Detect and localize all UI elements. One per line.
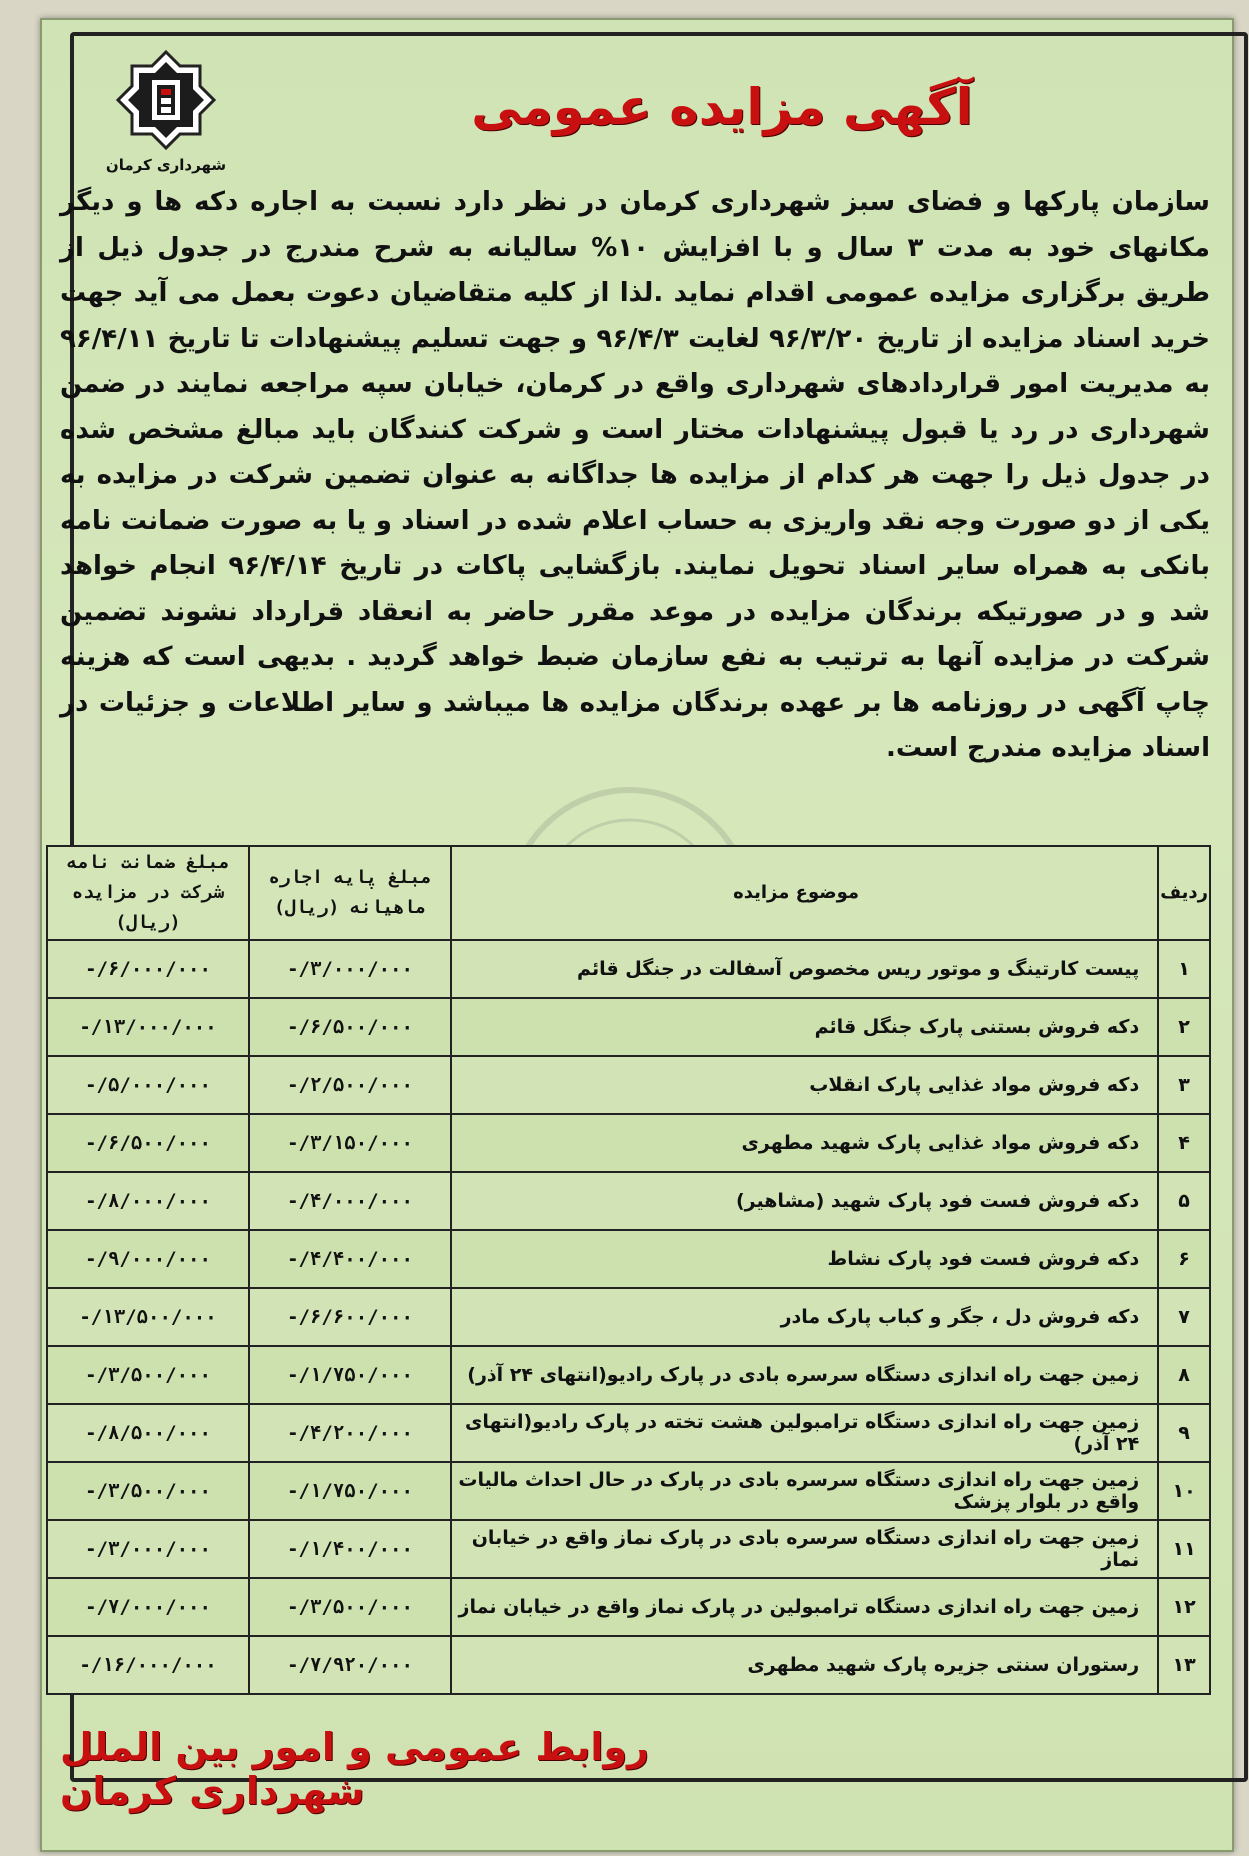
table-row [47, 1462, 1210, 1520]
row-guarantee: ۸/۵۰۰/۰۰۰/- [47, 1404, 249, 1462]
row-guarantee: ۱۶/۰۰۰/۰۰۰/- [47, 1636, 249, 1694]
row-number: ۶ [1158, 1230, 1210, 1288]
row-subject: دکه فروش بستنی پارک جنگل قائم [451, 998, 1158, 1056]
table-row [47, 1404, 1210, 1462]
row-subject: دکه فروش مواد غذایی پارک انقلاب [451, 1056, 1158, 1114]
row-guarantee: ۱۳/۵۰۰/۰۰۰/- [47, 1288, 249, 1346]
notice-title: آگهی مزایده عمومی [471, 78, 973, 136]
table-header-row [47, 846, 1210, 940]
row-subject: پیست کارتینگ و موتور ریس مخصوص آسفالت در جنگل قائم [451, 940, 1158, 998]
row-guarantee: ۹/۰۰۰/۰۰۰/- [47, 1230, 249, 1288]
row-guarantee: ۳/۵۰۰/۰۰۰/- [47, 1462, 249, 1520]
row-number: ۸ [1158, 1346, 1210, 1404]
row-subject: زمین جهت راه اندازی دستگاه ترامبولین هشت تخته در پارک رادیو(انتهای ۲۴ آذر) [451, 1404, 1158, 1462]
table-row [47, 1172, 1210, 1230]
logo-label: شهرداری کرمان [105, 156, 227, 174]
row-rent: ۳/۱۵۰/۰۰۰/- [249, 1114, 451, 1172]
row-guarantee: ۱۳/۰۰۰/۰۰۰/- [47, 998, 249, 1056]
row-rent: ۲/۵۰۰/۰۰۰/- [249, 1056, 451, 1114]
row-number: ۱۰ [1158, 1462, 1210, 1520]
row-number: ۱ [1158, 940, 1210, 998]
row-number: ۱۲ [1158, 1578, 1210, 1636]
row-number: ۵ [1158, 1172, 1210, 1230]
table-row [47, 1346, 1210, 1404]
table-row [47, 1636, 1210, 1694]
row-rent: ۱/۷۵۰/۰۰۰/- [249, 1346, 451, 1404]
row-rent: ۶/۵۰۰/۰۰۰/- [249, 998, 451, 1056]
row-guarantee: ۳/۰۰۰/۰۰۰/- [47, 1520, 249, 1578]
table-row [47, 1056, 1210, 1114]
row-subject: رستوران سنتی جزیره پارک شهید مطهری [451, 1636, 1158, 1694]
table-row [47, 1114, 1210, 1172]
auction-table [46, 845, 1211, 1695]
row-guarantee: ۳/۵۰۰/۰۰۰/- [47, 1346, 249, 1404]
row-number: ۹ [1158, 1404, 1210, 1462]
row-rent: ۳/۰۰۰/۰۰۰/- [249, 940, 451, 998]
table-row [47, 1288, 1210, 1346]
row-subject: زمین جهت راه اندازی دستگاه سرسره بادی در پارک رادیو(انتهای ۲۴ آذر) [451, 1346, 1158, 1404]
row-subject: زمین جهت راه اندازی دستگاه سرسره بادی در پارک نماز واقع در خیابان نماز [451, 1520, 1158, 1578]
row-subject: دکه فروش مواد غذایی پارک شهید مطهری [451, 1114, 1158, 1172]
row-guarantee: ۸/۰۰۰/۰۰۰/- [47, 1172, 249, 1230]
table-row [47, 1578, 1210, 1636]
row-rent: ۳/۵۰۰/۰۰۰/- [249, 1578, 451, 1636]
row-rent: ۱/۴۰۰/۰۰۰/- [249, 1520, 451, 1578]
row-rent: ۶/۶۰۰/۰۰۰/- [249, 1288, 451, 1346]
table-row [47, 998, 1210, 1056]
row-number: ۳ [1158, 1056, 1210, 1114]
row-guarantee: ۶/۵۰۰/۰۰۰/- [47, 1114, 249, 1172]
row-number: ۱۳ [1158, 1636, 1210, 1694]
row-subject: دکه فروش فست فود پارک نشاط [451, 1230, 1158, 1288]
row-guarantee: ۵/۰۰۰/۰۰۰/- [47, 1056, 249, 1114]
header-guarantee: مبلغ ضمانت نامه شرکت در مزایده (ریال) [47, 846, 249, 940]
row-subject: دکه فروش فست فود پارک شهید (مشاهیر) [451, 1172, 1158, 1230]
row-guarantee: ۶/۰۰۰/۰۰۰/- [47, 940, 249, 998]
row-rent: ۴/۴۰۰/۰۰۰/- [249, 1230, 451, 1288]
header-rent: مبلغ پایه اجاره ماهیانه (ریال) [249, 846, 451, 940]
footer-signature: روابط عمومی و امور بین الملل شهرداری کرمان [60, 1725, 649, 1813]
row-guarantee: ۷/۰۰۰/۰۰۰/- [47, 1578, 249, 1636]
row-rent: ۱/۷۵۰/۰۰۰/- [249, 1462, 451, 1520]
row-number: ۱۱ [1158, 1520, 1210, 1578]
table-row [47, 1520, 1210, 1578]
row-subject: زمین جهت راه اندازی دستگاه ترامبولین در پارک نماز واقع در خیابان نماز [451, 1578, 1158, 1636]
logo [86, 48, 246, 190]
row-rent: ۷/۹۲۰/۰۰۰/- [249, 1636, 451, 1694]
row-rent: ۴/۲۰۰/۰۰۰/- [249, 1404, 451, 1462]
header-subject: موضوع مزایده [451, 846, 1158, 940]
row-number: ۷ [1158, 1288, 1210, 1346]
table-row [47, 1230, 1210, 1288]
row-number: ۲ [1158, 998, 1210, 1056]
row-number: ۴ [1158, 1114, 1210, 1172]
header-row-no: ردیف [1158, 846, 1210, 940]
row-subject: زمین جهت راه اندازی دستگاه سرسره بادی در پارک در حال احداث مالیات واقع در بلوار پزشک [451, 1462, 1158, 1520]
notice-body: سازمان پارکها و فضای سبز شهرداری کرمان در نظر دارد نسبت به اجاره دکه ها و دیگر مکانهای خود به مدت ۳ سال و با افزایش ۱۰% سالیانه به شرح مندرج در جدول ذیل از طریق برگزاری مزایده عمومی اقدام نماید .لذا از کلیه متقاضیان دعوت بعمل می آید جهت خرید اسناد مزایده از تاریخ ۹۶/۳/۲۰ لغایت ۹۶/۴/۳ و جهت تسلیم پیشنهادات تا تاریخ ۹۶/۴/۱۱ به مدیریت امور قراردادهای شهرداری واقع در کرمان، خیابان سپه مراجعه نمایند در ضمن شهرداری در رد یا قبول پیشنهادات مختار است و شرکت کنندگان باید مبالغ مشخص شده در جدول ذیل را جهت هر کدام از مزایده ها جداگانه به عنوان تضمین شرکت در مزایده به یکی از دو صورت وجه نقد واریزی به حساب اعلام شده در اسناد و یا به صورت ضمانت نامه بانکی به همراه سایر اسناد تحویل نمایند. بازگشایی پاکات در تاریخ ۹۶/۴/۱۴ انجام خواهد شد و در صورتیکه برندگان مزایده در موعد مقرر حاضر به انعقاد قرارداد نشوند تضمین شرکت در مزایده آنها به ترتیب به نفع سازمان ضبط خواهد گردید . بدیهی است که هزینه چاپ آگهی در روزنامه ها بر عهده برندگان مزایده ها میباشد و سایر اطلاعات و جزئیات در اسناد مزایده مندرج است. [60, 187, 1210, 763]
table-row [47, 940, 1210, 998]
row-subject: دکه فروش دل ، جگر و کباب پارک مادر [451, 1288, 1158, 1346]
row-rent: ۴/۰۰۰/۰۰۰/- [249, 1172, 451, 1230]
municipality-emblem-icon [86, 48, 246, 158]
